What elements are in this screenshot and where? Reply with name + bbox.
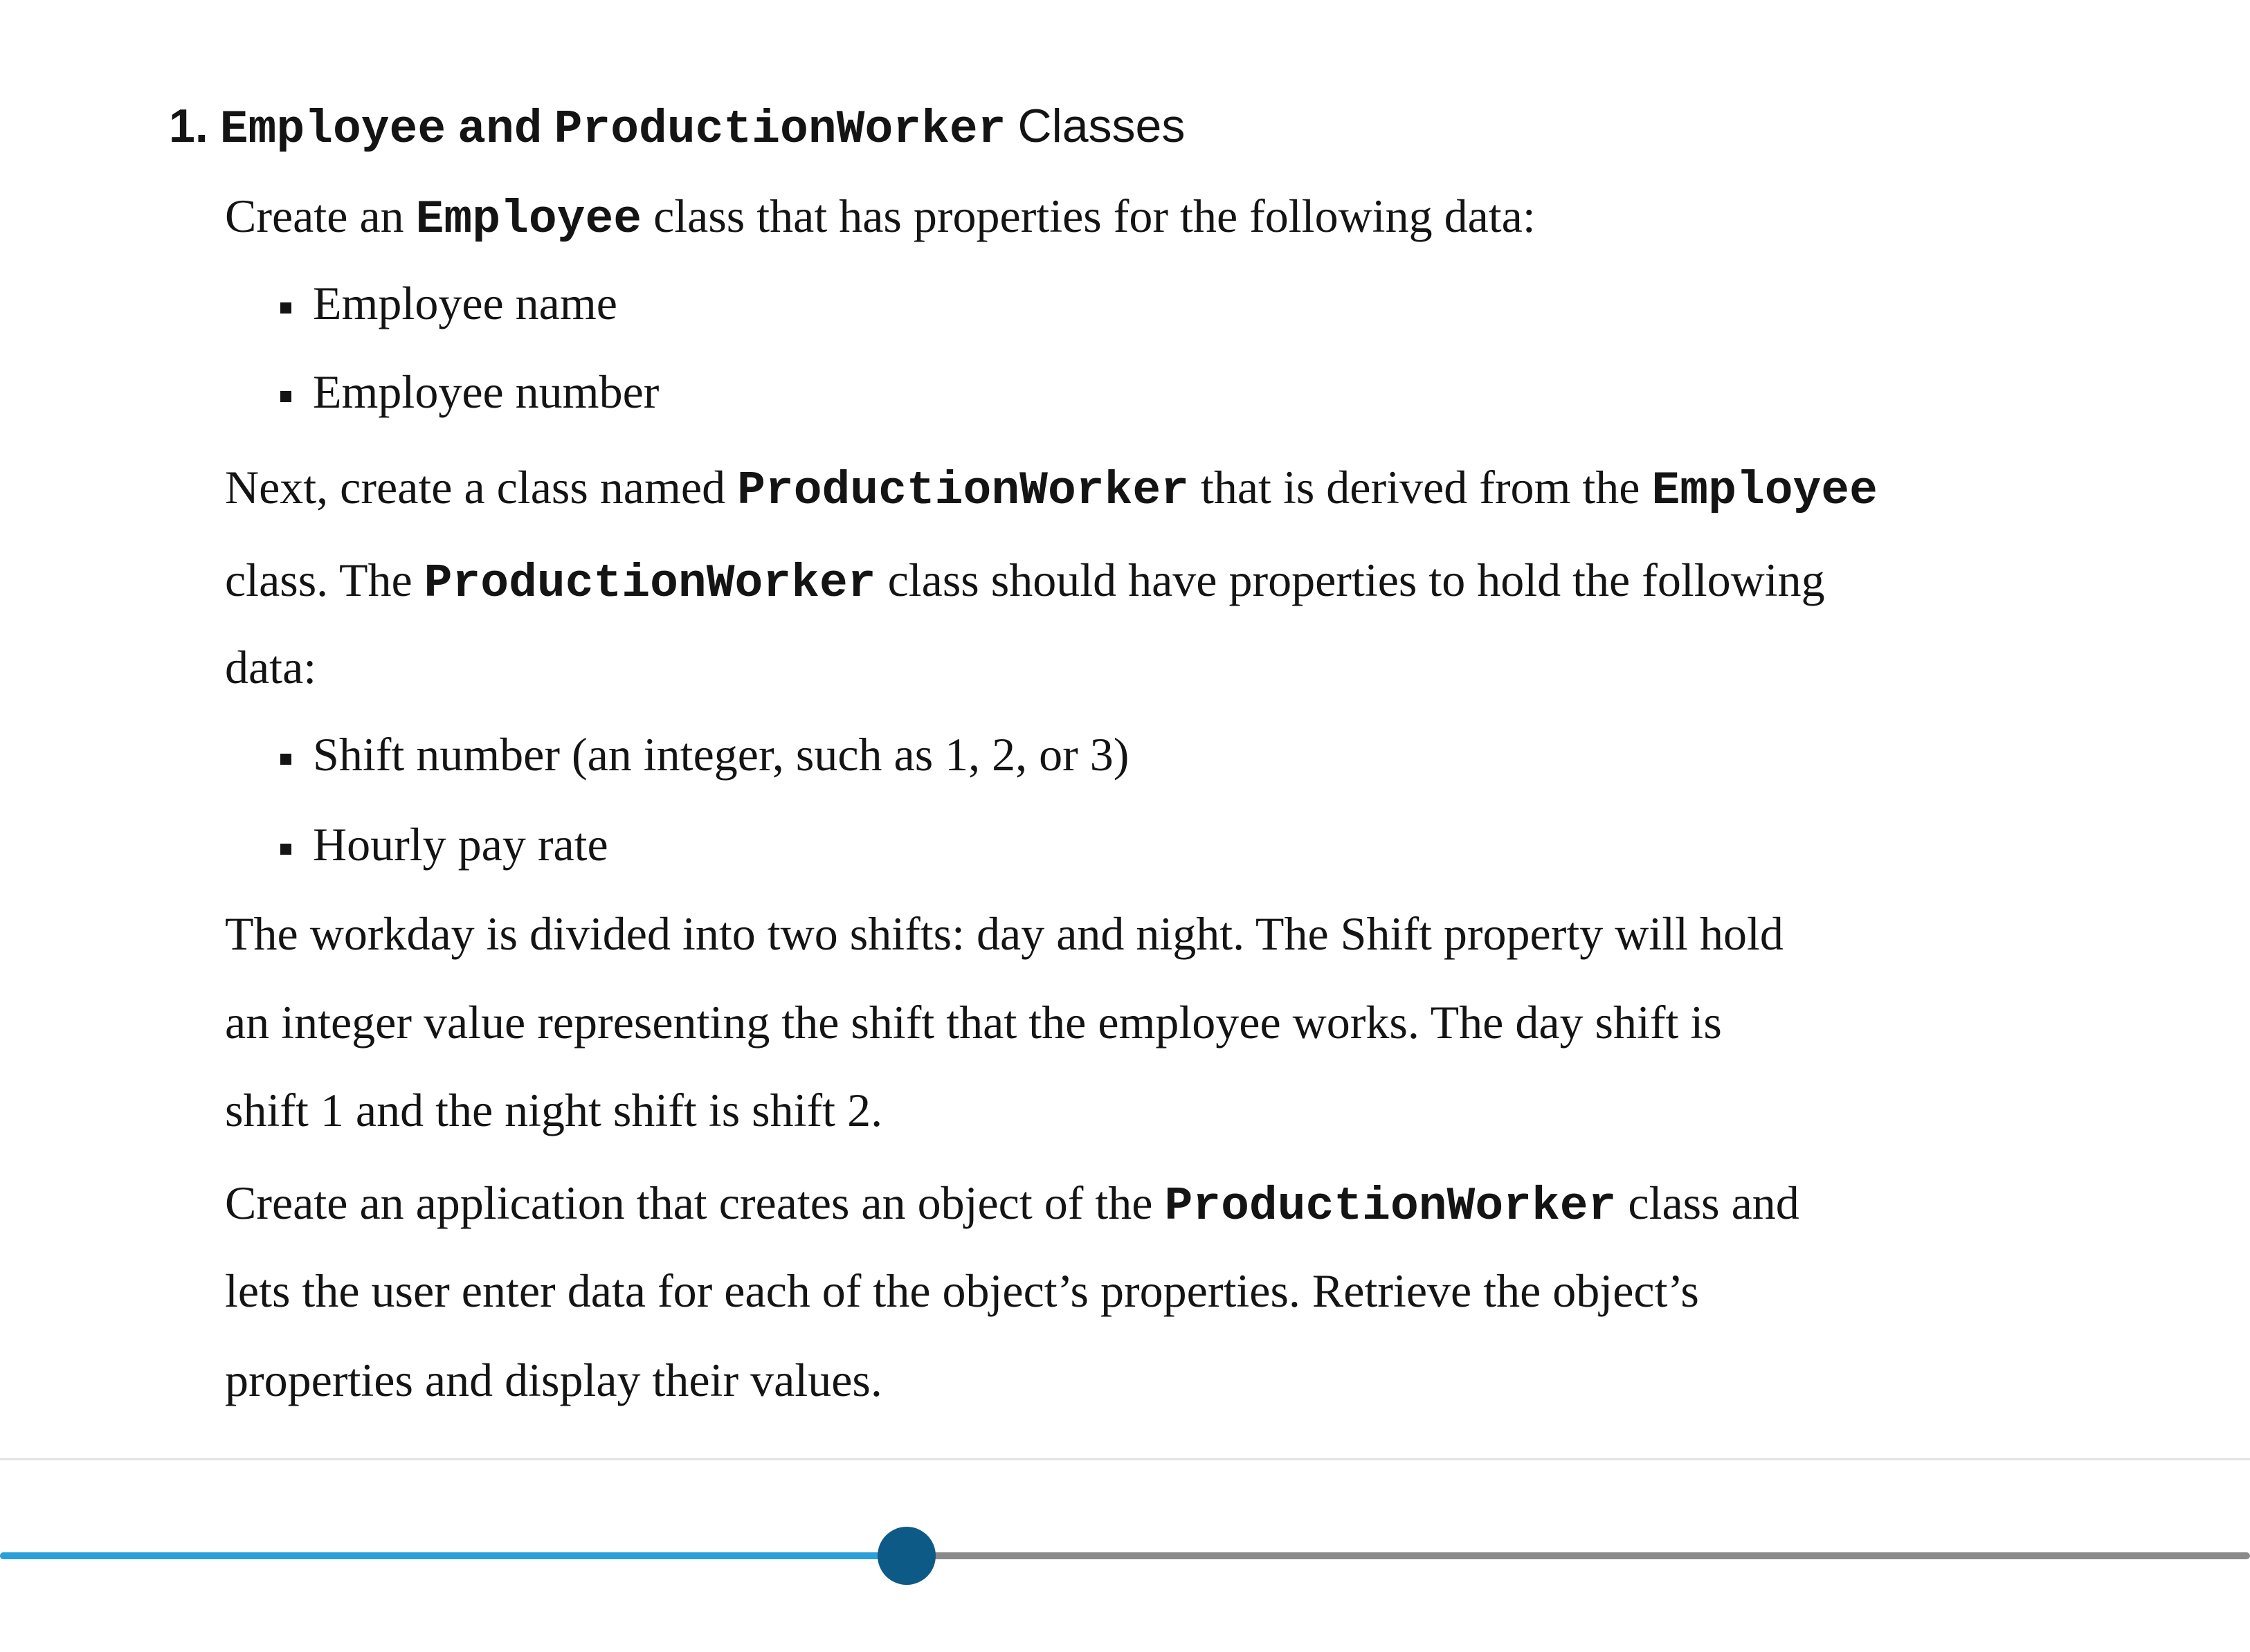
- list-item: Hourly pay rate: [313, 818, 608, 871]
- p4-code-productionworker: ProductionWorker: [1164, 1180, 1617, 1233]
- heading-number: 1.: [169, 100, 208, 152]
- paragraph-application-line-2: lets the user enter data for each of the object’s properties. Retrieve the object’s: [225, 1264, 1699, 1317]
- p2-line2-code: ProductionWorker: [424, 557, 876, 610]
- p1-text-start: Create an: [225, 190, 416, 242]
- paragraph-derived-line-1: [225, 461, 1878, 518]
- heading-and: and: [457, 103, 543, 156]
- p4-text-start: Create an application that creates an object of the: [225, 1177, 1165, 1229]
- list-item: Employee number: [313, 365, 660, 418]
- list-item: Shift number (an integer, such as 1, 2, or 3): [313, 728, 1129, 781]
- heading-suffix: Classes: [1017, 100, 1186, 152]
- progress-slider-fill: [0, 1552, 907, 1559]
- paragraph-application-line-3: properties and display their values.: [225, 1354, 882, 1406]
- heading-code-employee: Employee: [219, 103, 446, 156]
- bullet-square-icon: [280, 302, 291, 314]
- paragraph-derived-line-3: data:: [225, 641, 317, 693]
- p2-text-start: Next, create a class named: [225, 461, 738, 514]
- paragraph-application-line-1: [225, 1179, 1799, 1231]
- bullet-square-icon: [280, 754, 291, 765]
- paragraph-shifts-line-3: shift 1 and the night shift is shift 2.: [225, 1084, 883, 1136]
- p2-code-productionworker: ProductionWorker: [737, 464, 1189, 518]
- heading-code-productionworker: ProductionWorker: [554, 103, 1006, 156]
- paragraph-shifts-line-1: The workday is divided into two shifts: day and night. The Shift property will hold: [225, 907, 1784, 960]
- paragraph-intro: [225, 192, 1536, 244]
- progress-slider-thumb[interactable]: [878, 1527, 936, 1585]
- p4-text-end: class and: [1616, 1177, 1799, 1229]
- p2-line2-start: class. The: [225, 554, 424, 606]
- bullet-square-icon: [280, 844, 291, 855]
- bullet-square-icon: [280, 391, 291, 402]
- paragraph-derived-line-2: [225, 556, 1825, 608]
- paragraph-shifts-line-2: an integer value representing the shift that the employee works. The day shift is: [225, 996, 1722, 1049]
- p2-text-mid: that is derived from the: [1188, 461, 1652, 514]
- exercise-heading: [169, 102, 1185, 154]
- p1-code-employee: Employee: [415, 193, 642, 246]
- list-item: Employee name: [313, 277, 617, 329]
- p1-text-end: class that has properties for the following data:: [642, 190, 1536, 242]
- p2-line2-end: class should have properties to hold the following: [875, 554, 1825, 606]
- progress-slider-track[interactable]: [0, 1552, 2250, 1559]
- p2-code-employee: Employee: [1651, 464, 1878, 518]
